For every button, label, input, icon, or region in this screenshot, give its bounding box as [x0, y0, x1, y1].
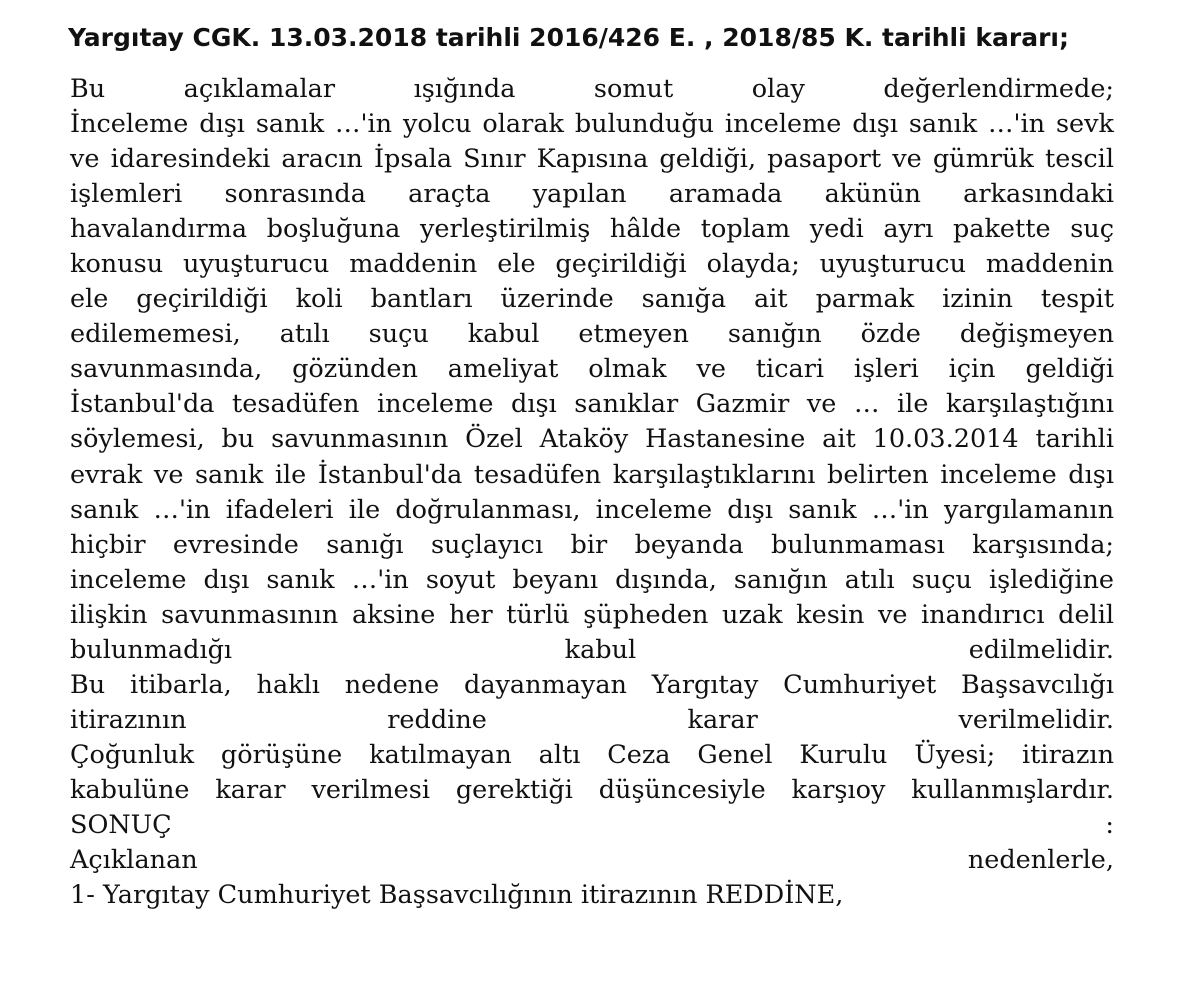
text-line: hiçbir evresinde sanığı suçlayıcı bir beyanda bulunmaması karşısında;: [70, 529, 1114, 560]
text-line: İnceleme dışı sanık …'in yolcu olarak bulunduğu inceleme dışı sanık …'in sevk: [70, 109, 1114, 140]
text-line: İstanbul'da tesadüfen inceleme dışı sanıklar Gazmir ve … ile karşılaştığını: [70, 389, 1114, 420]
text-line: 1- Yargıtay Cumhuriyet Başsavcılığının itirazının REDDİNE,: [70, 880, 844, 911]
text-line: Çoğunluk görüşüne katılmayan altı Ceza Genel Kurulu Üyesi; itirazın: [70, 739, 1114, 770]
text-line: havalandırma boşluğuna yerleştirilmiş hâlde toplam yedi ayrı pakette suç: [70, 214, 1114, 245]
text-line: edilememesi, atılı suçu kabul etmeyen sanığın özde değişmeyen: [70, 319, 1114, 350]
text-line: Bu itibarla, haklı nedene dayanmayan Yargıtay Cumhuriyet Başsavcılığı: [70, 669, 1114, 700]
text-line: söylemesi, bu savunmasının Özel Ataköy Hastanesine ait 10.03.2014 tarihli: [70, 424, 1114, 455]
text-line: ilişkin savunmasının aksine her türlü şüpheden uzak kesin ve inandırıcı delil: [70, 599, 1114, 630]
text-line: SONUÇ :: [70, 809, 1114, 840]
document-title: Yargıtay CGK. 13.03.2018 tarihli 2016/426 E. , 2018/85 K. tarihli kararı;: [68, 23, 1069, 52]
text-line: Bu açıklamalar ışığında somut olay değerlendirmede;: [70, 74, 1114, 104]
text-line: sanık …'in ifadeleri ile doğrulanması, inceleme dışı sanık …'in yargılamanın: [70, 494, 1114, 525]
text-line: inceleme dışı sanık …'in soyut beyanı dışında, sanığın atılı suçu işlediğine: [70, 564, 1114, 595]
text-line: Açıklanan nedenlerle,: [70, 845, 1114, 876]
text-line: ele geçirildiği koli bantları üzerinde sanığa ait parmak izinin tespit: [70, 284, 1114, 315]
text-line: bulunmadığı kabul edilmelidir.: [70, 634, 1114, 665]
text-line: savunmasında, gözünden ameliyat olmak ve ticari işleri için geldiği: [70, 354, 1114, 385]
text-line: ve idaresindeki aracın İpsala Sınır Kapısına geldiği, pasaport ve gümrük tescil: [70, 144, 1114, 175]
text-line: kabulüne karar verilmesi gerektiği düşüncesiyle karşıoy kullanmışlardır.: [70, 774, 1114, 805]
text-line: işlemleri sonrasında araçta yapılan aramada akünün arkasındaki: [70, 179, 1114, 210]
document-body: [70, 72, 1114, 913]
text-line: evrak ve sanık ile İstanbul'da tesadüfen karşılaştıklarını belirten inceleme dışı: [70, 459, 1114, 490]
text-line: konusu uyuşturucu maddenin ele geçirildiği olayda; uyuşturucu maddenin: [70, 249, 1114, 280]
text-line: itirazının reddine karar verilmelidir.: [70, 704, 1114, 735]
